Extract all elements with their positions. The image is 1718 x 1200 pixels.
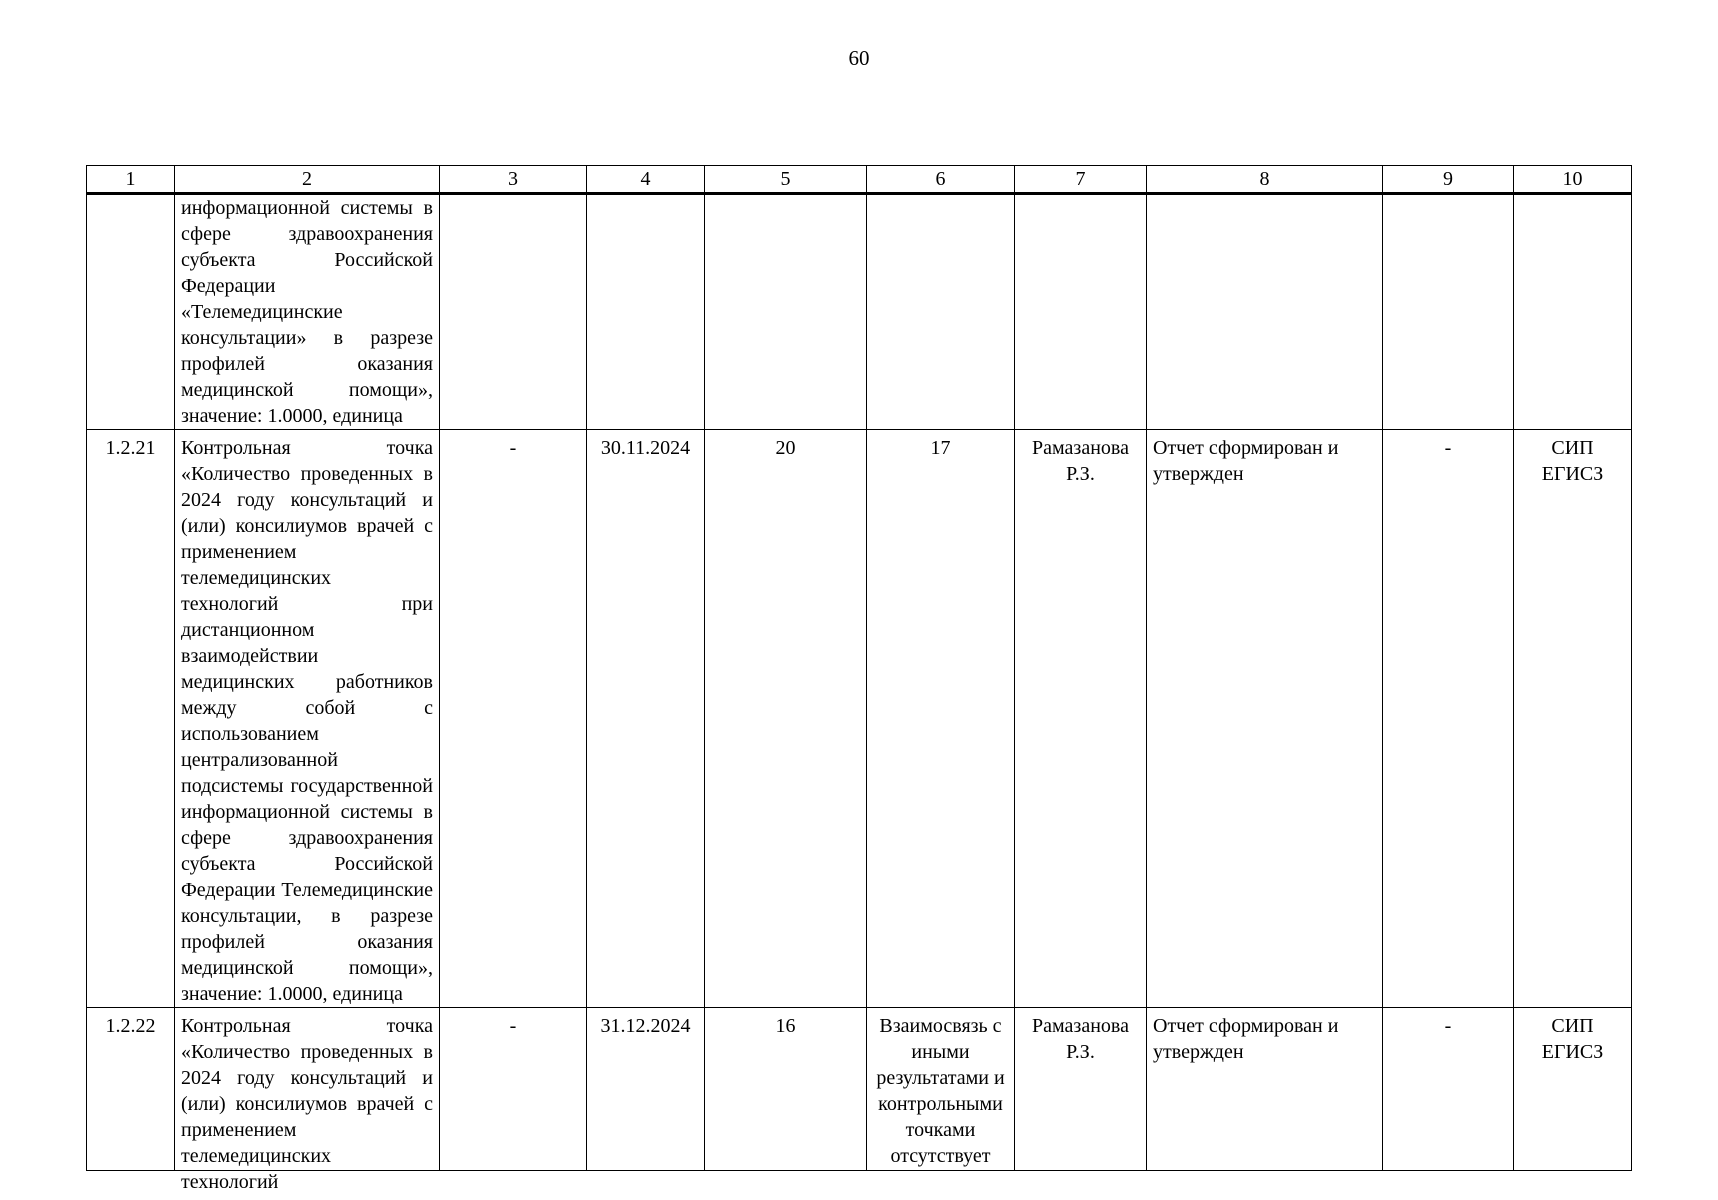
row-result-cell: Отчет сформирован и утвержден <box>1147 1008 1383 1171</box>
row-responsible-cell <box>1015 194 1147 430</box>
column-header: 7 <box>1015 166 1147 194</box>
document-table <box>86 165 1632 1193</box>
row-date-cell: 31.12.2024 <box>587 1008 705 1171</box>
row-date-cell: 30.11.2024 <box>587 430 705 1008</box>
row-cell-col3 <box>440 194 587 430</box>
table-row <box>87 194 1632 430</box>
column-header: 3 <box>440 166 587 194</box>
column-header: 8 <box>1147 166 1383 194</box>
row-description-cell <box>175 1008 440 1193</box>
table-row <box>87 430 1632 1008</box>
row-cell-col6: 17 <box>867 430 1015 1008</box>
row-cell-col5: 20 <box>705 430 867 1008</box>
row-date-cell <box>587 194 705 430</box>
row-cell-col9: - <box>1383 430 1514 1008</box>
row-cell-col9 <box>1383 194 1514 430</box>
row-cell-col6 <box>867 1008 1015 1171</box>
row-responsible-cell: Рамазанова Р.З. <box>1015 430 1147 1008</box>
column-header: 6 <box>867 166 1015 194</box>
row-relation-text: Взаимосвязь с иными результатами и контрольными точками отсутствует <box>876 1015 1005 1167</box>
row-responsible-cell: Рамазанова Р.З. <box>1015 1008 1147 1171</box>
column-header: 9 <box>1383 166 1514 194</box>
row-result-cell <box>1147 194 1383 430</box>
row-description-cell: Контрольная точка «Количество проведенных в 2024 году консультаций и (или) консилиумов врачей с применением телемедицинских технологий при дистанционном взаимодействии медицинских работников между собой с использованием централизованной подсистемы государственной информационной системы в сфере здравоохранения субъекта Российской Федерации Телемедицинские консультации, в разрезе профилей оказания медицинской помощи», значение: 1.0000, единица <box>175 430 440 1008</box>
row-description-text: Контрольная точка «Количество проведенных в 2024 году консультаций и (или) консилиумов врачей с применением телемедицинских технологий <box>181 1015 433 1193</box>
table-header-row <box>87 166 1632 194</box>
row-system-cell <box>1514 194 1632 430</box>
row-cell-col5 <box>705 194 867 430</box>
row-system-cell: СИП ЕГИСЗ <box>1514 1008 1632 1171</box>
column-header: 10 <box>1514 166 1632 194</box>
row-description-cell: информационной системы в сфере здравоохранения субъекта Российской Федерации «Телемедицинские консультации» в разрезе профилей оказания медицинской помощи», значение: 1.0000, единица <box>175 194 440 430</box>
row-result-cell: Отчет сформирован и утвержден <box>1147 430 1383 1008</box>
row-number-cell: 1.2.21 <box>87 430 175 1008</box>
page-number: 60 <box>848 46 870 70</box>
column-header: 1 <box>87 166 175 194</box>
row-system-cell: СИП ЕГИСЗ <box>1514 430 1632 1008</box>
row-number-cell: 1.2.22 <box>87 1008 175 1171</box>
table-row <box>87 1008 1632 1171</box>
column-header: 5 <box>705 166 867 194</box>
column-header: 4 <box>587 166 705 194</box>
row-cell-col3: - <box>440 430 587 1008</box>
column-header: 2 <box>175 166 440 194</box>
row-number-cell <box>87 194 175 430</box>
row-cell-col6 <box>867 194 1015 430</box>
row-cell-col9: - <box>1383 1008 1514 1171</box>
row-cell-col5: 16 <box>705 1008 867 1171</box>
row-cell-col3: - <box>440 1008 587 1171</box>
